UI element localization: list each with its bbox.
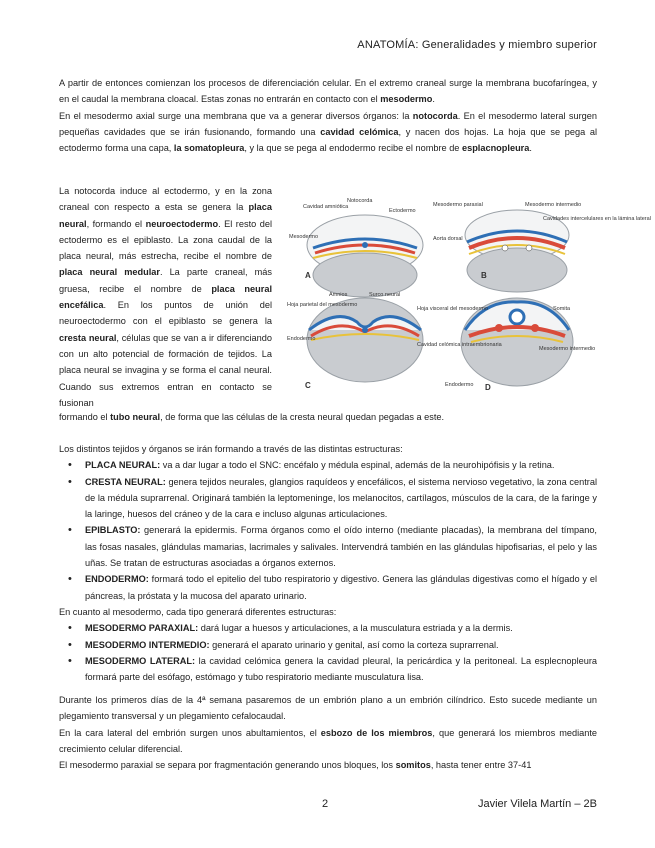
final-paragraph-2: En la cara lateral del embrión surgen unos abultamientos, el esbozo de los miembros, que generará los miembros mediante crecimiento celular diferencial. (59, 727, 598, 754)
intro-paragraph-2: En el mesodermo axial surge una membrana que va a generar diversos órganos: la notocorda. En el mesodermo lateral surgen pequeñas cavidades que se irán fusionando, formando una cavidad celómica, y nacen dos hojas. La hoja que se pega al ectodermo forma una capa, la somatopleura, y la que se pega al endodermo recibe el nombre de esplacnopleura. (59, 110, 598, 154)
label-endodermo-d: Endodermo (445, 382, 474, 388)
final-paragraph-3: El mesodermo paraxial se separa por fragmentación generando unos bloques, los somitos, hasta tener entre 37-41 (59, 760, 532, 771)
footer-author: Javier Vilela Martín – 2B (477, 798, 597, 810)
list-item: • PLACA NEURAL: va a dar lugar a todo el SNC: encéfalo y médula espinal, además de la neurohipófisis y la retina. (85, 457, 597, 473)
label-somita: Somita (553, 306, 571, 312)
estructuras-intro: Los distintos tejidos y órganos se irán formando a través de las distintas estructuras: (59, 444, 403, 454)
label-endodermo: Endodermo (287, 336, 316, 342)
embryo-figure (285, 190, 651, 400)
label-mesodermo-paraxial: Mesodermo paraxial (433, 202, 483, 208)
intro-paragraph-1: A partir de entonces comienzan los procesos de diferenciación celular. En el extremo craneal surge la membrana bucofaríngea, y en el caudal la membrana cloacal. Estas zonas no entrarán en contacto con el mesodermo. (59, 78, 597, 105)
notocorda-continuation (59, 409, 597, 425)
list-item: • ENDODERMO: formará todo el epitelio del tubo respiratorio y digestivo. Genera las glándulas digestivas como el hígado y el páncreas, la próstata y la mucosa del aparato urinario. (85, 571, 597, 604)
intro-section (59, 75, 597, 156)
label-notocorda: Notocorda (347, 198, 373, 204)
mesodermo-intro: En cuanto al mesodermo, cada tipo generará diferentes estructuras: (59, 606, 337, 617)
label-mesodermo-intermedio-d: Mesodermo intermedio (539, 346, 596, 352)
list-item: • EPIBLASTO: generará la epidermis. Forma órganos como el oído interno (mediante placadas), la membrana del tímpano, las fosas nasales, glándulas mamarias, lacrimales y salivales. Intervendrá también en las glándulas hipofisarias, el pelo y las uñas. Se tratan de estructuras asociadas a órganos externos. (85, 522, 597, 571)
embryo-diagram (285, 190, 651, 400)
panel-a (307, 215, 423, 297)
panel-a-label: A (305, 271, 311, 280)
label-aorta-dorsal: Aorta dorsal (433, 236, 463, 242)
panel-c (307, 298, 423, 382)
mesodermo-list (59, 620, 597, 685)
label-cavidad-celomica: Cavidad celómica intraembrionaria (417, 342, 502, 348)
list-item: • MESODERMO INTERMEDIO: generará el aparato urinario y genital, así como la corteza suprarrenal. (85, 637, 597, 653)
label-cavidad-amniotica: Cavidad amniótica (303, 204, 349, 210)
notocorda-end-text: formando el tubo neural, de forma que las células de la cresta neural quedan pegadas a este. (59, 412, 445, 422)
label-hoja-parietal: Hoja parietal del mesodermo (287, 302, 358, 308)
label-mesodermo-intermedio: Mesodermo intermedio (525, 202, 582, 208)
panel-c-label: C (305, 381, 311, 390)
notocorda-text: La notocorda induce al ectodermo, y en la zona craneal con respecto a esta se genera la placa neural, formando el neuroectodermo. El resto del ectodermo es el epiblasto. La zona caudal de la placa neural, más estrecha, recibe el nombre de placa neural medular. La parte craneal, más gruesa, recibe el nombre de placa neural encefálica. En los puntos de unión del neuroectodermo con el epiblasto se genera la cresta neural, células que se van a ir diferenciando con un alto potencial de formación de tejidos. La placa neural se invagina y se forma el canal neural. Cuando sus extremos entran en contacto se fusionan (59, 186, 273, 408)
label-mesodermo: Mesodermo (289, 234, 319, 240)
page-number: 2 (322, 798, 329, 810)
label-cavidades-intercelulares: Cavidades intercelulares en la lámina lateral (543, 216, 651, 222)
label-surco-neural: Surco neural (369, 292, 401, 298)
estructuras-section (59, 441, 597, 685)
list-item: • MESODERMO PARAXIAL: dará lugar a huesos y articulaciones, a la musculatura estriada y a la dermis. (85, 620, 597, 636)
final-section (59, 692, 597, 773)
panel-b-label: B (481, 271, 487, 280)
list-item: • CRESTA NEURAL: genera tejidos neurales, glangios raquídeos y encefálicos, el sistema nervioso vegetativo, la zona central de la médula suprarrenal. Originará también la leptomeninge, los melanocitos, cartílagos, músculos de la cara, de la faringe y la laringe, huesos del cráneo y de la cara e incluso algunas articulaciones. (85, 474, 597, 523)
list-item: • MESODERMO LATERAL: la cavidad celómica genera la cavidad pleural, la pericárdica y la peritoneal. La esplecnopleura formará parte del esófago, estómago y tubo respiratorio mediante musculatura lisa. (85, 653, 597, 686)
label-amnios: Amnios (329, 292, 348, 298)
notocorda-paragraph (59, 183, 272, 411)
page-header: ANATOMÍA: Generalidades y miembro superior (357, 39, 597, 51)
label-hoja-visceral: Hoja visceral del mesodermo (417, 306, 488, 312)
panel-d-label: D (485, 383, 491, 392)
estructuras-list (59, 457, 597, 604)
label-ectodermo: Ectodermo (389, 208, 416, 214)
final-paragraph-1: Durante los primeros días de la 4ª semana pasaremos de un embrión plano a un embrión cilíndrico. Esto sucede mediante un plegamiento transversal y un plegamiento cefalocaudal. (59, 695, 597, 722)
